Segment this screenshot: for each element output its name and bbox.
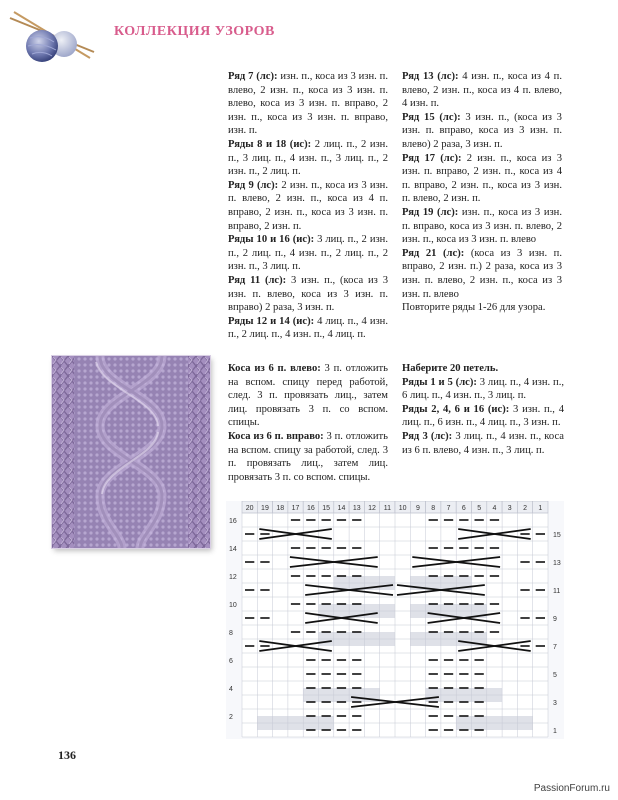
knitting-logo (6, 8, 98, 66)
instruction-paragraph (402, 430, 564, 457)
row-number-right: 15 (553, 532, 561, 539)
knitted-swatch-photo (52, 356, 210, 548)
row-number-left: 2 (229, 714, 233, 721)
column-number: 11 (383, 505, 391, 512)
row-number-right: 7 (553, 644, 557, 651)
column-number: 20 (245, 505, 254, 512)
instruction-label: Ряд 3 (лс): (402, 430, 453, 442)
row-number-left: 8 (229, 630, 233, 637)
row-number-left: 10 (229, 602, 237, 609)
instruction-paragraph (402, 403, 564, 430)
column-number: 17 (291, 505, 300, 512)
instruction-text: изн. п., коса из 3 изн. п. влево, 2 изн. п., коса из 3 изн. п. влево, коса из 3 изн. п. вправо, 2 изн. п., коса из 3 изн. п. вправо, изн. п. (228, 71, 388, 137)
column-number: 2 (523, 505, 528, 512)
watermark: PassionForum.ru (533, 783, 610, 794)
column-number: 9 (415, 505, 420, 512)
instructions-column-left (228, 70, 388, 342)
row-number-left: 14 (229, 546, 237, 553)
instruction-paragraph (228, 430, 388, 484)
instruction-text: 3 п. отложить на вспом. спицу перед работой, след. 3 п. провязать лиц., затем лиц. провязать 3 п. со вспом. спицы. (228, 363, 388, 429)
column-number: 12 (368, 505, 376, 512)
instruction-label: Ряды 2, 4, 6 и 16 (ис): (402, 403, 510, 415)
instruction-paragraph (228, 70, 388, 138)
instruction-paragraph (228, 315, 388, 342)
instruction-paragraph (402, 362, 564, 376)
column-number: 4 (492, 505, 497, 512)
section-title: КОЛЛЕКЦИЯ УЗОРОВ (114, 24, 275, 39)
instruction-text: 3 лиц. п., 4 изн. п., 6 лиц. п., 4 изн. п., 3 лиц. п. (402, 376, 564, 402)
instruction-text: 3 изн. п., (коса из 3 изн. п. вправо, коса из 3 изн. п. влево) 2 раза, 3 изн. п. (402, 111, 562, 150)
instruction-paragraph (402, 152, 562, 206)
instruction-paragraph (402, 376, 564, 403)
instruction-paragraph (402, 247, 562, 301)
instruction-text: 3 лиц. п., 2 изн. п., 2 лиц. п., 4 изн. п., 2 лиц. п., 2 изн. п., 3 лиц. п. (228, 234, 388, 273)
column-number: 18 (276, 505, 285, 512)
instruction-text: 4 изн. п., коса из 4 п. влево, 2 изн. п., коса из 4 п. влево, 4 изн. п. (402, 71, 562, 110)
instruction-text: Повторите ряды 1-26 для узора. (402, 302, 546, 314)
knitting-chart (226, 501, 564, 739)
page-number: 136 (58, 748, 76, 762)
instruction-text: 3 изн. п., 4 лиц. п., 6 изн. п., 4 лиц. п., 3 изн. п. (402, 403, 564, 429)
instruction-text: 3 изн. п., (коса из 3 изн. п. влево, коса из 3 изн. п. вправо) 2 раза, 3 изн. п. (228, 274, 388, 314)
instruction-label: Ряды 1 и 5 (лс): (402, 376, 477, 388)
instruction-label: Ряд 21 (лс): (402, 247, 465, 259)
column-number: 10 (398, 505, 407, 512)
instruction-text: 2 изн. п., коса из 3 изн. п. вправо, 2 изн. п., коса из 4 п. вправо, 2 изн. п., коса из 3 изн. п. влево, 2 изн. п. (402, 152, 562, 205)
instruction-paragraph (228, 138, 388, 179)
column-number: 6 (461, 505, 466, 512)
column-number: 8 (431, 505, 436, 512)
instruction-text: 2 изн. п., коса из 3 изн. п. влево, 2 изн. п., коса из 4 п. вправо, 2 изн. п., коса из 3 изн. п. вправо, 2 изн. п. (228, 179, 388, 232)
instruction-paragraph (402, 111, 562, 152)
column-number: 16 (306, 505, 315, 512)
cast-on-instructions (402, 362, 564, 457)
instruction-label: Ряд 9 (лс): (228, 179, 279, 191)
column-number: 15 (322, 505, 331, 512)
instruction-label: Коса из 6 п. вправо: (228, 430, 324, 442)
column-number: 5 (477, 505, 482, 512)
instruction-text: 2 лиц. п., 2 изн. п., 3 лиц. п., 4 изн. п., 3 лиц. п., 2 изн. п., 2 лиц. п. (228, 138, 388, 178)
instruction-paragraph (228, 362, 388, 430)
instruction-label: Ряды 12 и 14 (ис): (228, 315, 315, 327)
column-number: 3 (507, 505, 512, 512)
row-number-right: 1 (553, 728, 557, 735)
row-number-right: 11 (553, 588, 561, 595)
row-number-left: 16 (229, 518, 237, 525)
instruction-text: 3 лиц. п., 4 изн. п., коса из 6 п. влево, 4 изн. п., 3 лиц. п. (402, 430, 564, 456)
row-number-left: 12 (229, 574, 237, 581)
instruction-text: (коса из 3 изн. п. вправо, 2 изн. п.) 2 раза, коса из 3 изн. п. влево, 2 изн. п., коса из 3 изн. п. влево (402, 247, 562, 300)
column-number: 19 (261, 505, 269, 512)
instruction-text: изн. п., коса из 3 изн. п. вправо, коса из 3 изн. п. влево, 2 изн. п., коса из 3 изн. п. влево (402, 206, 562, 246)
instruction-label: Ряд 15 (лс): (402, 111, 461, 123)
column-number: 14 (337, 505, 346, 512)
column-number: 7 (446, 505, 451, 512)
row-number-right: 3 (553, 700, 557, 707)
instruction-text: 3 п. отложить на вспом. спицу за работой, след. 3 п. провязать лиц., затем лиц. провязать 3 п. со вспом. спицы. (228, 430, 388, 483)
column-number: 13 (352, 505, 361, 512)
instruction-label: Ряды 10 и 16 (ис): (228, 234, 315, 246)
instruction-paragraph (228, 274, 388, 315)
instruction-label: Коса из 6 п. влево: (228, 363, 321, 374)
instruction-label: Ряд 7 (лс): (228, 71, 278, 82)
row-number-left: 6 (229, 658, 233, 665)
instruction-paragraph (228, 233, 388, 274)
row-number-left: 4 (229, 686, 233, 693)
column-number: 1 (538, 505, 543, 512)
instruction-paragraph (402, 70, 562, 111)
instruction-label: Ряд 17 (лс): (402, 152, 462, 164)
row-number-right: 13 (553, 560, 561, 567)
instruction-paragraph (402, 301, 562, 315)
instruction-text: 4 лиц. п., 4 изн. п., 2 лиц. п., 4 изн. п., 4 лиц. п. (228, 315, 388, 341)
cable-definitions (228, 362, 388, 484)
instruction-paragraph (402, 206, 562, 247)
instruction-paragraph (228, 179, 388, 233)
row-number-right: 9 (553, 616, 557, 623)
instruction-label: Ряд 11 (лс): (228, 274, 287, 286)
instruction-label: Ряды 8 и 18 (ис): (228, 138, 312, 150)
instruction-label: Ряд 19 (лс): (402, 206, 459, 218)
instruction-label: Ряд 13 (лс): (402, 71, 459, 82)
row-number-right: 5 (553, 672, 557, 679)
instructions-column-right (402, 70, 562, 315)
instruction-label: Наберите 20 петель. (402, 363, 499, 374)
